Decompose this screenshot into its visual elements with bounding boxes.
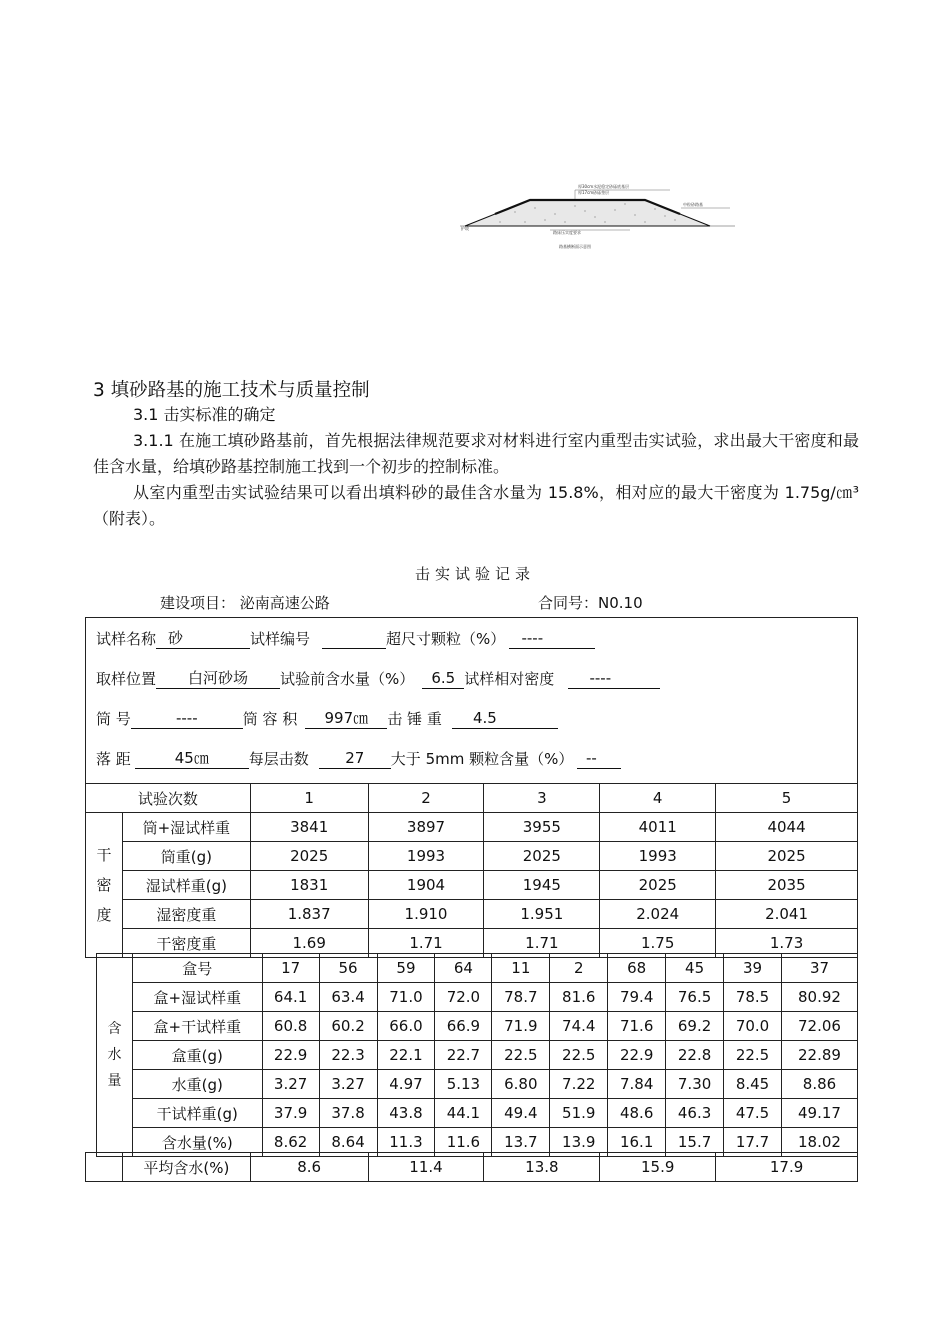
moisture-table [96,953,858,1157]
table-cell: 2025 [250,842,368,871]
table-cell: 70.0 [724,1012,782,1041]
table-cell: 45 [666,954,724,983]
cylinder-value: ---- [131,709,243,729]
table-cell: 16.1 [608,1128,666,1157]
table-cell: 22.89 [781,1041,857,1070]
table-cell: 8.45 [724,1070,782,1099]
table-cell: 80.92 [781,983,857,1012]
row-label: 干试样重(g) [132,1099,262,1128]
table-cell: 78.5 [724,983,782,1012]
table-cell: 1.71 [368,929,484,958]
pre-moisture-value: 6.5 [422,669,464,689]
table-cell: 1.69 [250,929,368,958]
table-row [86,900,858,929]
table-cell: 22.9 [262,1041,319,1070]
paragraph-2: 从室内重型击实试验结果可以看出填料砂的最佳含水量为 15.8%，相对应的最大干密度为 1.75g/㎝³（附表）。 [93,483,859,528]
table-cell: 7.22 [550,1070,608,1099]
table-cell: 7.30 [666,1070,724,1099]
table-cell: 1.951 [484,900,600,929]
diagram-note-right: 中粒砂路基 [683,202,703,207]
table-cell: 56 [319,954,377,983]
oversize-value: ---- [509,629,595,649]
table-cell: 2.041 [716,900,858,929]
blows-value: 27 [319,749,391,769]
row-label: 湿试样重(g) [122,871,250,900]
row-label: 含水量(%) [132,1128,262,1157]
table-cell: 60.8 [262,1012,319,1041]
trial-label: 试验次数 [86,784,251,813]
subsection-heading: 3.1 击实标准的确定 [133,405,276,424]
moisture-group-label: 含 水 量 [97,954,133,1157]
table-cell: 66.9 [435,1012,492,1041]
diagram-note-top-1: 厚30cm水泥稳定砂砾底基层 [578,184,630,189]
table-cell: 1945 [484,871,600,900]
table-cell: 2 [550,954,608,983]
project-label: 建设项目： 泌南高速公路 [160,594,330,612]
table-cell: 1.75 [600,929,716,958]
table-cell: 49.17 [781,1099,857,1128]
drop-value: 45㎝ [135,749,249,769]
table-cell: 46.3 [666,1099,724,1128]
location-value: 白河砂场 [156,669,280,689]
table-cell: 71.9 [492,1012,550,1041]
coarse-label: 大于 5mm 颗粒含量（%） [390,750,574,768]
table-cell: 1.837 [250,900,368,929]
diagram-note-left: 护坡 [461,226,469,231]
row-label: 筒重(g) [122,842,250,871]
table-row [97,983,858,1012]
table-row [97,1012,858,1041]
table-cell: 1.71 [484,929,600,958]
table-cell: 2025 [716,842,858,871]
table-cell: 3897 [368,813,484,842]
table-cell: 15.7 [666,1128,724,1157]
volume-label: 筒 容 积 [242,710,298,728]
table-cell: 43.8 [377,1099,435,1128]
paragraph-1: 3.1.1 在施工填砂路基前，首先根据法律规范要求对材料进行室内重型击实试验，求出最大干密度和最佳含水量，给填砂路基控制施工找到一个初步的控制标准。 [93,431,859,476]
trial-number: 3 [484,784,600,813]
table-cell: 76.5 [666,983,724,1012]
table-row [86,871,858,900]
row-label: 水重(g) [132,1070,262,1099]
table-cell: 13.8 [484,1153,600,1182]
info-row-3 [96,708,558,729]
location-label: 取样位置 [96,670,157,688]
table-cell: 64 [435,954,492,983]
trial-number: 5 [716,784,858,813]
coarse-value: -- [577,749,621,769]
table-row [97,1070,858,1099]
table-cell: 47.5 [724,1099,782,1128]
table-cell: 17.7 [724,1128,782,1157]
table-cell: 8.62 [262,1128,319,1157]
table-cell: 11 [492,954,550,983]
oversize-label: 超尺寸颗粒（%） [386,630,506,648]
table-cell: 71.0 [377,983,435,1012]
info-row-2 [96,668,660,689]
row-label: 盒重(g) [132,1041,262,1070]
blows-label: 每层击数 [248,750,309,768]
table-cell: 68 [608,954,666,983]
table-cell: 13.7 [492,1128,550,1157]
table-cell: 22.5 [724,1041,782,1070]
row-label: 筒+湿试样重 [122,813,250,842]
rel-density-value: ---- [568,669,660,689]
embankment-cross-section-diagram [455,182,745,252]
table-cell: 48.6 [608,1099,666,1128]
table-cell: 22.3 [319,1041,377,1070]
rel-density-label: 试样相对密度 [464,670,555,688]
table-row [86,813,858,842]
table-cell: 5.13 [435,1070,492,1099]
table-title: 击实试验记录 [414,565,535,583]
row-label: 盒+干试样重 [132,1012,262,1041]
table-cell: 22.9 [608,1041,666,1070]
table-cell: 66.0 [377,1012,435,1041]
table-cell: 79.4 [608,983,666,1012]
table-cell: 1993 [368,842,484,871]
table-row [97,1041,858,1070]
info-row-4 [96,748,621,769]
table-cell: 1.910 [368,900,484,929]
volume-value: 997㎝ [305,709,387,729]
empty-cell [86,1153,123,1182]
row-label: 盒号 [132,954,262,983]
table-cell: 51.9 [550,1099,608,1128]
table-cell: 1831 [250,871,368,900]
table-cell: 8.64 [319,1128,377,1157]
diagram-caption: 路基横断面示意图 [559,244,591,249]
table-cell: 71.6 [608,1012,666,1041]
table-cell: 3955 [484,813,600,842]
row-label: 湿密度重 [122,900,250,929]
sample-no-label: 试样编号 [250,630,311,648]
table-cell: 59 [377,954,435,983]
table-cell: 17.9 [716,1153,858,1182]
table-cell: 69.2 [666,1012,724,1041]
table-row [97,1099,858,1128]
table-cell: 7.84 [608,1070,666,1099]
table-cell: 37.9 [262,1099,319,1128]
table-cell: 11.3 [377,1128,435,1157]
sample-name-label: 试样名称 [96,630,157,648]
embankment-body [465,200,710,226]
trial-number: 1 [250,784,368,813]
hammer-value: 4.5 [452,709,558,729]
table-cell: 49.4 [492,1099,550,1128]
table-row [97,954,858,983]
table-cell: 4011 [600,813,716,842]
table-cell: 2025 [600,871,716,900]
table-cell: 44.1 [435,1099,492,1128]
table-cell: 63.4 [319,983,377,1012]
sample-no-value [322,629,386,649]
table-cell: 1993 [600,842,716,871]
table-cell: 78.7 [492,983,550,1012]
row-label: 盒+湿试样重 [132,983,262,1012]
table-cell: 11.6 [435,1128,492,1157]
embankment-drawing [455,182,745,252]
table-cell: 8.86 [781,1070,857,1099]
table-cell: 3841 [250,813,368,842]
table-cell: 11.4 [368,1153,484,1182]
table-cell: 3.27 [319,1070,377,1099]
table-cell: 22.7 [435,1041,492,1070]
diagram-note-mid: 路床压实度要求 [553,230,581,235]
table-cell: 22.5 [492,1041,550,1070]
table-row [86,1153,858,1182]
table-cell: 1.73 [716,929,858,958]
section-heading: 3 填砂路基的施工技术与质量控制 [93,380,370,401]
trial-number: 4 [600,784,716,813]
table-cell: 8.6 [250,1153,368,1182]
table-cell: 18.02 [781,1128,857,1157]
table-row [86,784,858,813]
hammer-label: 击 锤 重 [387,710,442,728]
dry-density-table [85,783,858,958]
table-row [86,842,858,871]
table-cell: 2035 [716,871,858,900]
table-cell: 60.2 [319,1012,377,1041]
table-cell: 22.1 [377,1041,435,1070]
row-label: 干密度重 [122,929,250,958]
table-cell: 2.024 [600,900,716,929]
table-cell: 64.1 [262,983,319,1012]
table-cell: 39 [724,954,782,983]
info-row-1 [96,628,595,649]
table-cell: 81.6 [550,983,608,1012]
table-cell: 37.8 [319,1099,377,1128]
row-label: 平均含水(%) [122,1153,250,1182]
pre-moisture-label: 试验前含水量（%） [280,670,415,688]
table-cell: 72.06 [781,1012,857,1041]
sample-name-value: 砂 [156,629,250,649]
table-cell: 37 [781,954,857,983]
table-cell: 13.9 [550,1128,608,1157]
test-info-box [85,617,858,783]
table-cell: 22.5 [550,1041,608,1070]
table-cell: 72.0 [435,983,492,1012]
table-cell: 15.9 [600,1153,716,1182]
table-cell: 6.80 [492,1070,550,1099]
average-moisture-table [85,1152,858,1182]
drop-label: 落 距 [96,750,131,768]
table-cell: 4.97 [377,1070,435,1099]
table-cell: 4044 [716,813,858,842]
table-cell: 17 [262,954,319,983]
contract-label: 合同号：N0.10 [538,594,643,612]
dry-density-group-label: 干 密 度 [86,813,123,958]
table-cell: 2025 [484,842,600,871]
trial-number: 2 [368,784,484,813]
table-cell: 22.8 [666,1041,724,1070]
cylinder-label: 筒 号 [96,710,131,728]
table-cell: 1904 [368,871,484,900]
diagram-note-top-2: 厚17cm砂砾垫层 [578,190,610,195]
table-cell: 74.4 [550,1012,608,1041]
table-cell: 3.27 [262,1070,319,1099]
